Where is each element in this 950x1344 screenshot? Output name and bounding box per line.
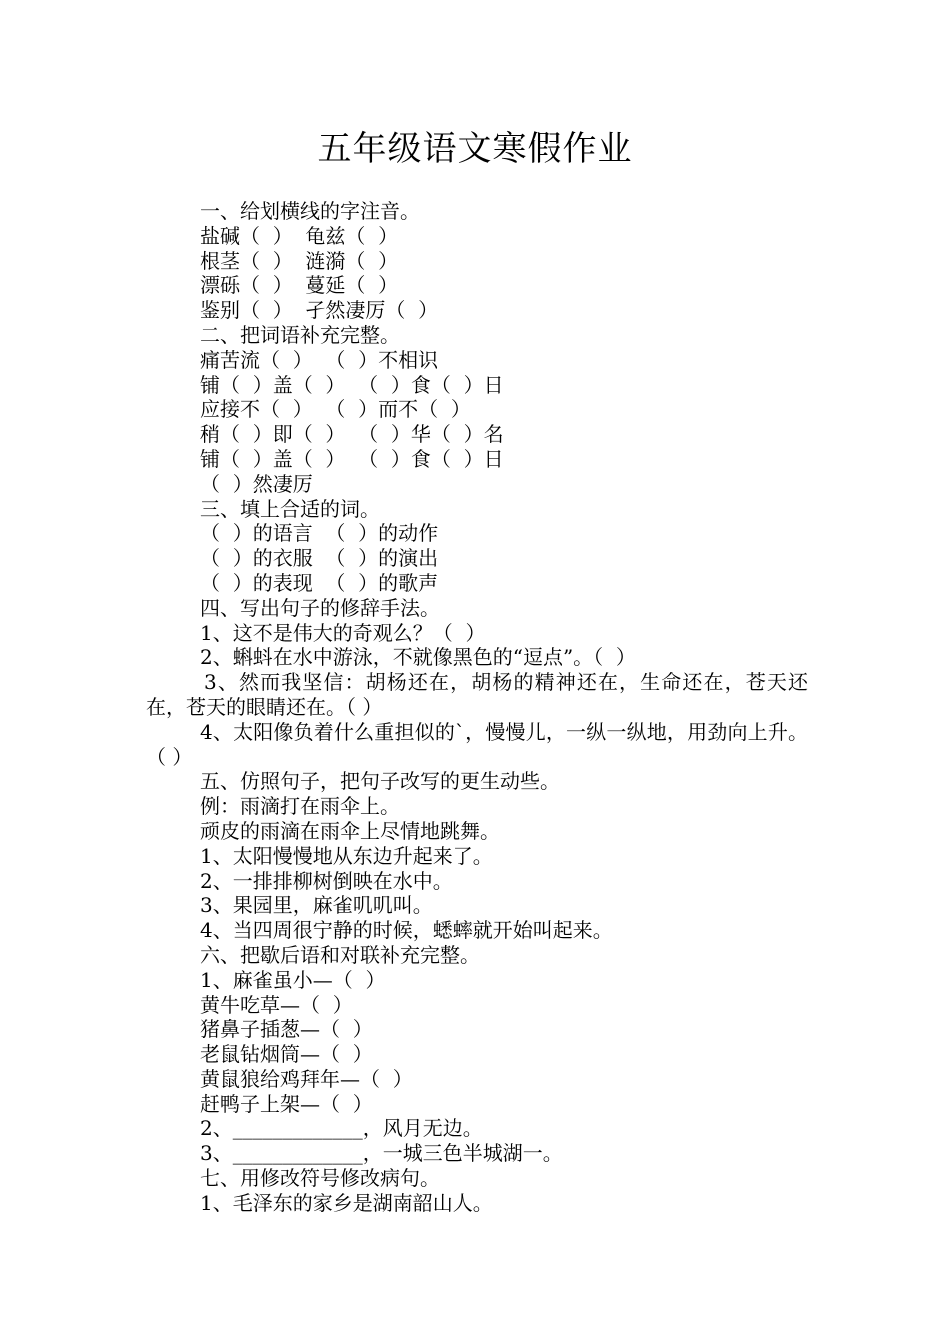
paragraph-3: 3、然而我坚信：胡杨还在，胡杨的精神还在，生命还在，苍天还在，苍天的眼睛还在。（ ）: [146, 670, 808, 719]
text-line: 1、这不是伟大的奇观么？（ ）: [200, 620, 486, 645]
paragraph-4: 4、太阳像负着什么重担似的`，慢慢儿，一纵一纵地，用劲向上升。（ ）: [146, 719, 808, 769]
text-line: 黄牛吃草—（ ）: [200, 992, 353, 1017]
text-line: 4、当四周很宁静的时候，蟋蟀就开始叫起来。: [200, 918, 613, 943]
text-line: 老鼠钻烟筒—（ ）: [200, 1042, 373, 1067]
text-line: 顽皮的雨滴在雨伞上尽情地跳舞。: [200, 818, 500, 843]
text-line: 应接不（ ） （ ）而不（ ）: [200, 397, 471, 422]
text-line: 铺（ ）盖（ ） （ ）食（ ）日: [200, 372, 504, 397]
section-heading-4: 四、写出句子的修辞手法。: [200, 595, 440, 620]
text-line: 鉴别（ ） 孑然凄厉（ ）: [200, 298, 439, 323]
text-line: 1、太阳慢慢地从东边升起来了。: [200, 843, 493, 868]
section-heading-2: 二、把词语补充完整。: [200, 322, 400, 347]
text-line: 赶鸭子上架—（ ）: [200, 1091, 373, 1116]
document-body: [146, 199, 808, 1216]
text-line: 1、毛泽东的家乡是湖南韶山人。: [200, 1190, 493, 1215]
section-heading-3: 三、填上合适的词。: [200, 496, 380, 521]
text-line: 漂砾（ ） 蔓延（ ）: [200, 273, 399, 298]
text-line: 铺（ ）盖（ ） （ ）食（ ）日: [200, 446, 504, 471]
text-line: 2、一排排柳树倒映在水中。: [200, 868, 453, 893]
text-line: （ ）的表现 （ ）的歌声: [200, 570, 439, 595]
section-heading-5: 五、仿照句子，把句子改写的更生动些。: [200, 769, 560, 794]
text-line: 3、_____________，一城三色半城湖一。: [200, 1141, 563, 1166]
text-line: （ ）的衣服 （ ）的演出: [200, 546, 439, 571]
text-line: 2、_____________，风月无边。: [200, 1116, 483, 1141]
text-line: 例：雨滴打在雨伞上。: [200, 794, 400, 819]
text-line: （ ）的语言 （ ）的动作: [200, 521, 439, 546]
text-line: （ ）然凄厉: [200, 471, 313, 496]
text-line: 3、果园里，麻雀叽叽叫。: [200, 893, 433, 918]
text-line: 盐碱（ ） 龟兹（ ）: [200, 223, 399, 248]
text-line: 黄鼠狼给鸡拜年—（ ）: [200, 1066, 413, 1091]
section-heading-7: 七、用修改符号修改病句。: [200, 1166, 440, 1191]
text-line: 稍（ ）即（ ） （ ）华（ ）名: [200, 422, 504, 447]
section-heading-6: 六、把歇后语和对联补充完整。: [200, 942, 480, 967]
text-line: 2、蝌蚪在水中游泳，不就像黑色的“逗点”。（ ）: [200, 645, 636, 670]
text-line: 1、麻雀虽小—（ ）: [200, 967, 386, 992]
section-heading-1: 一、给划横线的字注音。: [200, 199, 420, 223]
text-line: 痛苦流（ ） （ ）不相识: [200, 347, 439, 372]
page-title: 五年级语文寒假作业: [317, 129, 633, 169]
text-line: 猪鼻子插葱—（ ）: [200, 1017, 373, 1042]
text-line: 根茎（ ） 涟漪（ ）: [200, 248, 399, 273]
